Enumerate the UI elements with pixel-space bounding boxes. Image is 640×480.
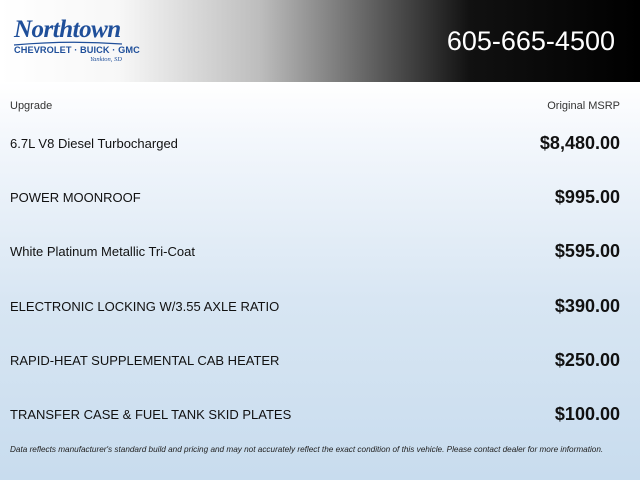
- upgrade-name: 6.7L V8 Diesel Turbocharged: [10, 136, 178, 151]
- upgrade-price: $250.00: [554, 350, 620, 370]
- upgrade-row: [0, 403, 640, 427]
- logo-dealer-name: Northtown: [14, 16, 121, 43]
- logo-brands: CHEVROLET · BUICK · GMC: [14, 45, 140, 55]
- upgrade-row: [0, 349, 640, 373]
- upgrade-price: $595.00: [554, 241, 620, 261]
- upgrade-name: ELECTRONIC LOCKING W/3.55 AXLE RATIO: [10, 299, 280, 314]
- dealer-phone[interactable]: 605-665-4500: [446, 26, 615, 56]
- dealer-logo: [12, 16, 140, 66]
- disclaimer-text: Data reflects manufacturer's standard build and pricing and may not accurately reflect the exact condition of this vehicle. Please contact dealer for more information.: [10, 445, 604, 454]
- upgrade-price: $8,480.00: [539, 133, 620, 153]
- logo-city: Yankton, SD: [90, 56, 122, 63]
- upgrade-row: [0, 132, 640, 156]
- upgrade-price: $390.00: [554, 296, 620, 316]
- header-banner: [0, 0, 640, 82]
- column-header-upgrade: Upgrade: [10, 100, 53, 112]
- upgrade-row: [0, 186, 640, 210]
- upgrade-row: [0, 295, 640, 319]
- upgrade-name: TRANSFER CASE & FUEL TANK SKID PLATES: [10, 407, 292, 422]
- upgrade-name: RAPID-HEAT SUPPLEMENTAL CAB HEATER: [10, 353, 280, 368]
- upgrade-name: POWER MOONROOF: [10, 190, 141, 205]
- upgrade-price: $100.00: [554, 404, 620, 424]
- column-header-msrp: Original MSRP: [547, 100, 620, 112]
- upgrade-row: [0, 240, 640, 264]
- upgrade-price: $995.00: [554, 187, 620, 207]
- upgrade-name: White Platinum Metallic Tri-Coat: [10, 244, 195, 259]
